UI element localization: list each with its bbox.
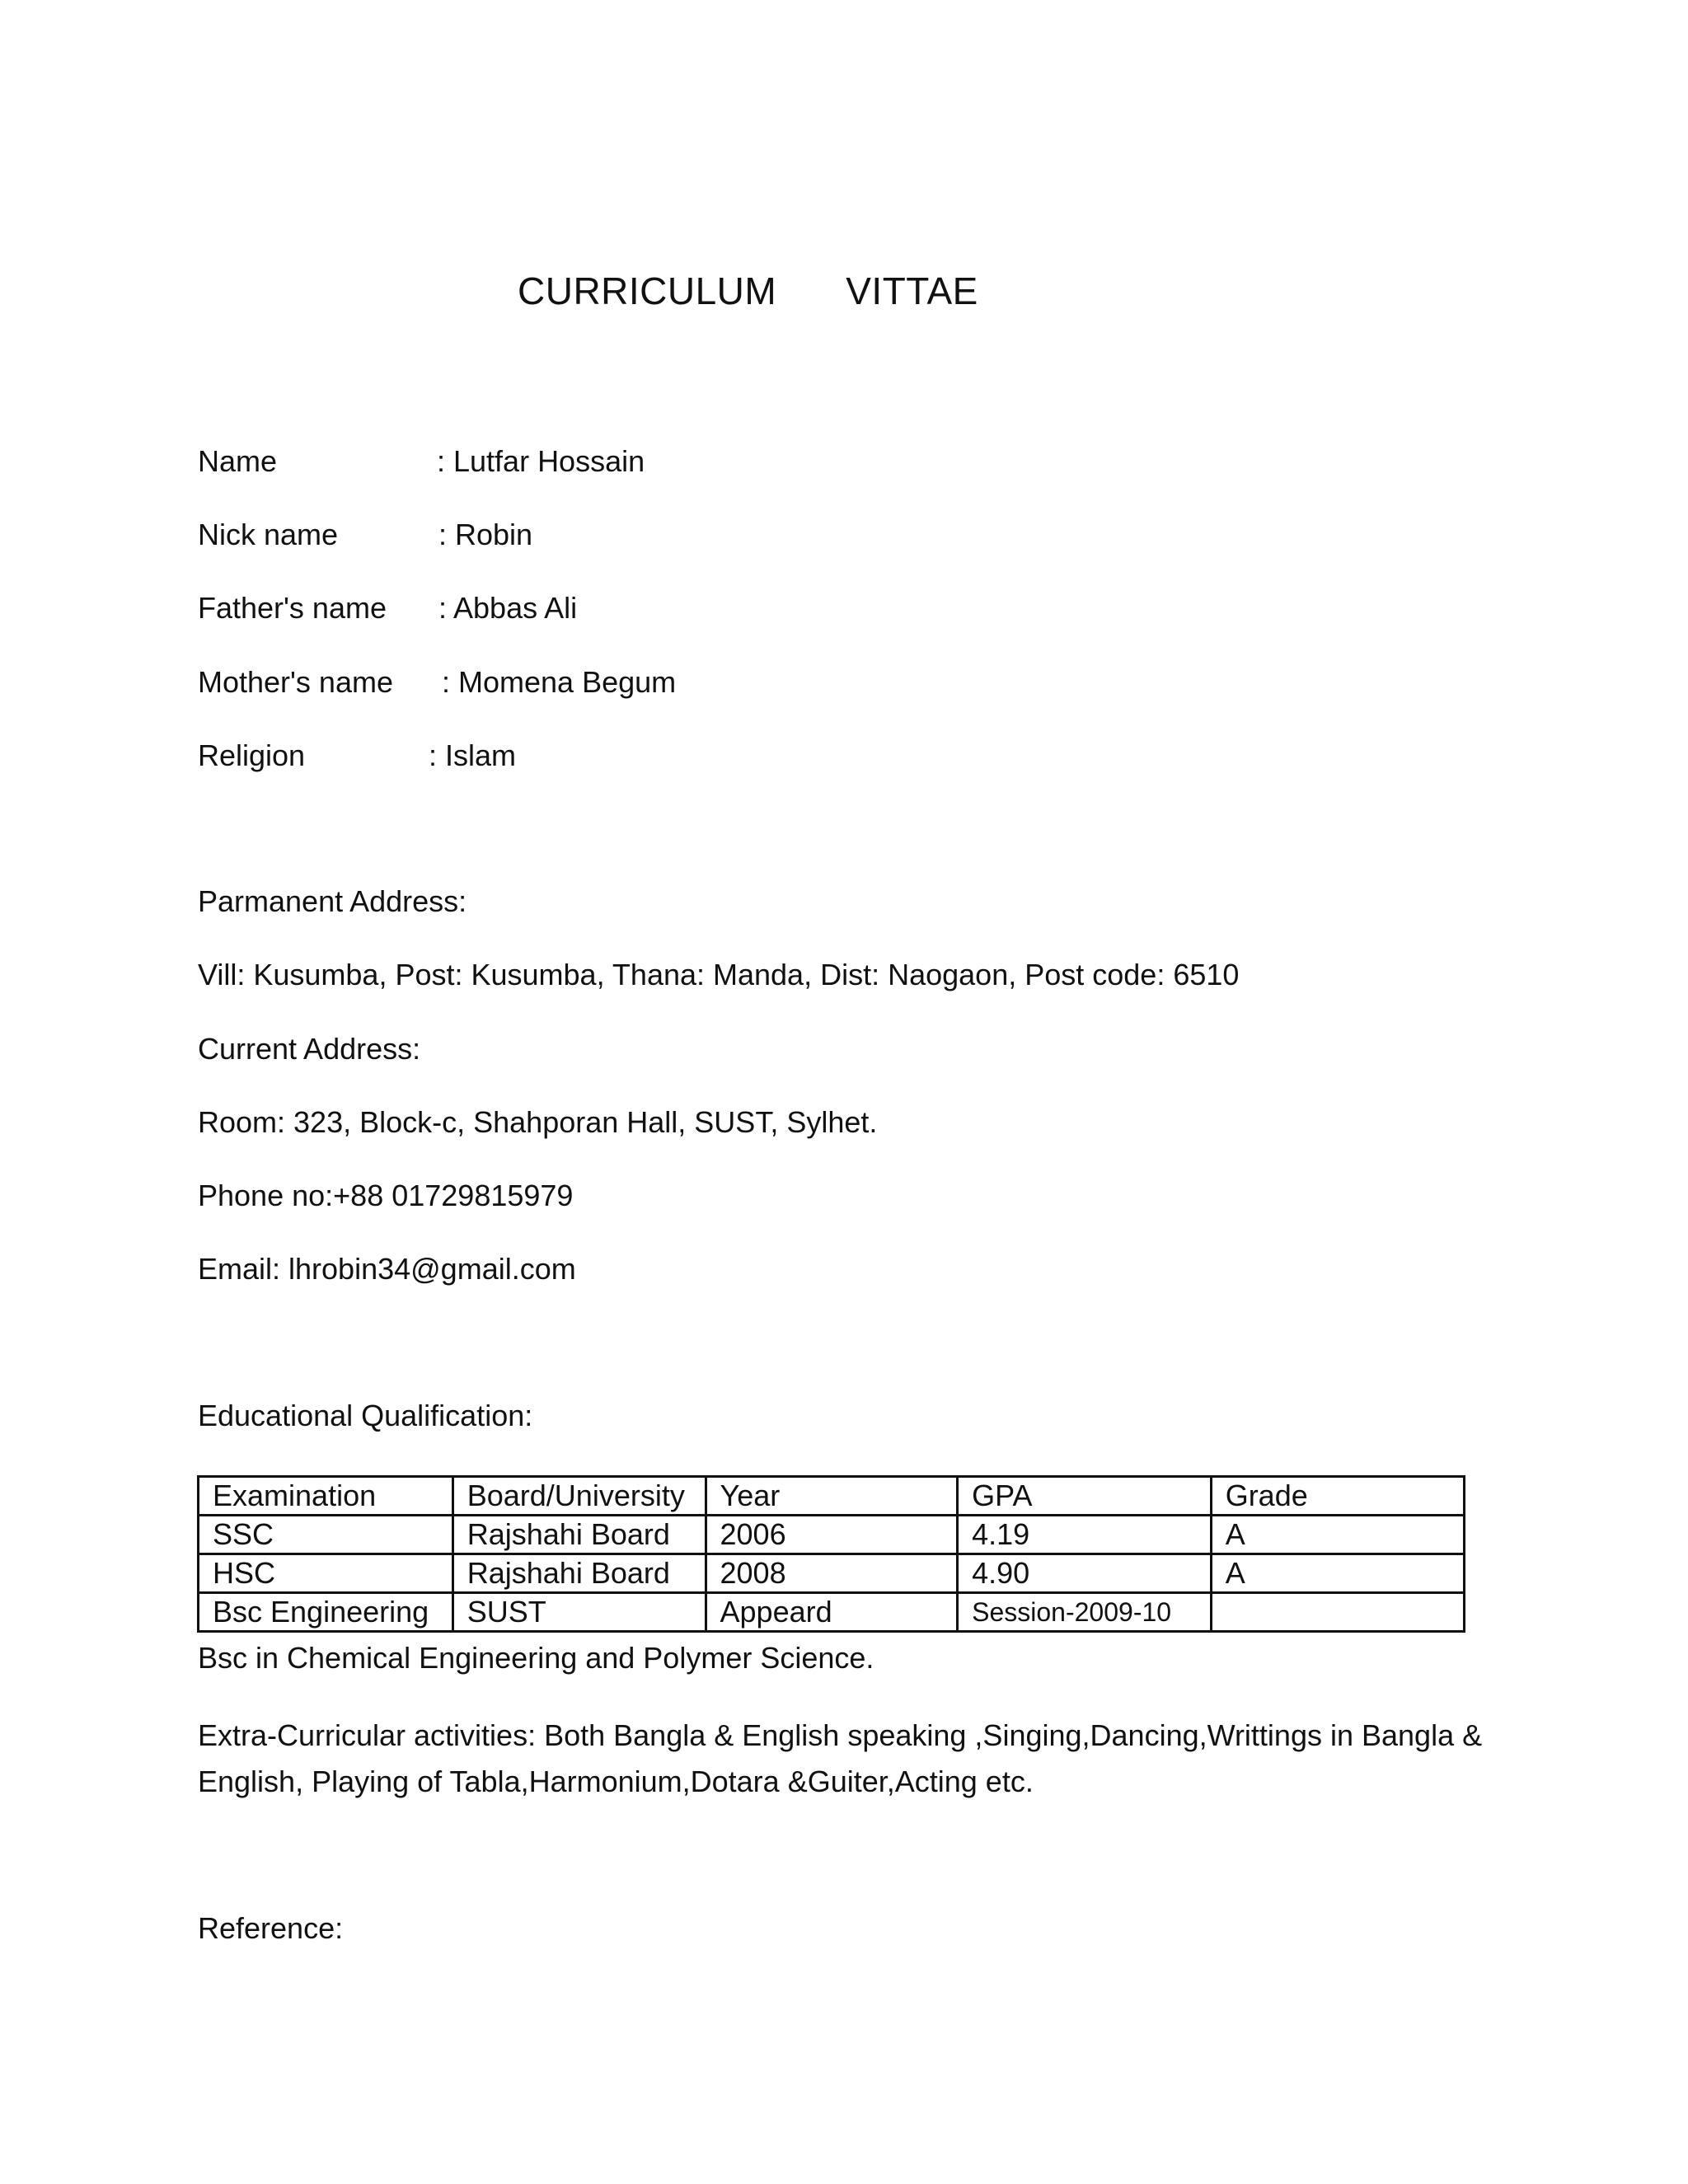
- table-cell: 2006: [706, 1516, 958, 1554]
- table-cell: Rajshahi Board: [452, 1554, 706, 1593]
- mother-name-label: Mother's name: [198, 665, 393, 699]
- table-cell: Rajshahi Board: [452, 1516, 706, 1554]
- table-cell: 4.19: [958, 1516, 1212, 1554]
- table-cell: Session-2009-10: [958, 1593, 1212, 1632]
- table-header-row: [199, 1477, 1465, 1516]
- nick-name-label: Nick name: [198, 518, 339, 551]
- table-cell: 2008: [706, 1554, 958, 1593]
- table-row: [199, 1554, 1465, 1593]
- education-table: [197, 1475, 1465, 1633]
- education-heading: Educational Qualification:: [198, 1399, 533, 1432]
- table-cell: 4.90: [958, 1554, 1212, 1593]
- mother-name-row: [198, 664, 677, 701]
- nick-name-value: : Robin: [438, 518, 533, 551]
- name-row: [198, 443, 645, 480]
- table-cell: [1211, 1593, 1464, 1632]
- religion-row: [198, 738, 517, 774]
- current-address-heading: Current Address:: [198, 1032, 421, 1066]
- email-address: Email: lhrobin34@gmail.com: [198, 1252, 576, 1286]
- table-cell: Appeard: [706, 1593, 958, 1632]
- phone-number: Phone no:+88 01729815979: [198, 1179, 574, 1212]
- religion-label: Religion: [198, 738, 306, 772]
- father-name-value: : Abbas Ali: [438, 591, 578, 625]
- extra-curricular-activities: Extra-Curricular activities: Both Bangla & English speaking ,Singing,Dancing,Writtings in Bangla & English, Playing of Tabla,Harmonium,Dotara &Guiter,Acting etc.: [198, 1718, 1483, 1798]
- permanent-address-heading: Parmanent Address:: [198, 884, 467, 918]
- reference-heading: Reference:: [198, 1911, 344, 1945]
- father-name-row: [198, 590, 578, 626]
- title-word-1: CURRICULUM: [518, 269, 777, 312]
- father-name-label: Father's name: [198, 591, 387, 625]
- mother-name-value: : Momena Begum: [442, 665, 677, 699]
- document-title: [518, 269, 978, 313]
- table-cell: SUST: [452, 1593, 706, 1632]
- current-address-value: Room: 323, Block-c, Shahporan Hall, SUST, Sylhet.: [198, 1105, 878, 1139]
- table-cell: A: [1211, 1516, 1464, 1554]
- table-cell: A: [1211, 1554, 1464, 1593]
- permanent-address-value: Vill: Kusumba, Post: Kusumba, Thana: Manda, Dist: Naogaon, Post code: 6510: [198, 958, 1240, 991]
- title-word-2: VITTAE: [846, 269, 978, 312]
- religion-value: : Islam: [429, 738, 517, 772]
- name-label: Name: [198, 444, 278, 478]
- nick-name-row: [198, 517, 533, 553]
- header-cell-year: Year: [706, 1477, 958, 1516]
- education-note: Bsc in Chemical Engineering and Polymer Science.: [198, 1641, 874, 1675]
- table-row: [199, 1593, 1465, 1632]
- table-cell: SSC: [199, 1516, 453, 1554]
- header-cell-board: Board/University: [452, 1477, 706, 1516]
- header-cell-grade: Grade: [1211, 1477, 1464, 1516]
- table-cell: HSC: [199, 1554, 453, 1593]
- header-cell-gpa: GPA: [958, 1477, 1212, 1516]
- table-row: [199, 1516, 1465, 1554]
- table-cell: Bsc Engineering: [199, 1593, 453, 1632]
- name-value: : Lutfar Hossain: [437, 444, 645, 478]
- header-cell-examination: Examination: [199, 1477, 453, 1516]
